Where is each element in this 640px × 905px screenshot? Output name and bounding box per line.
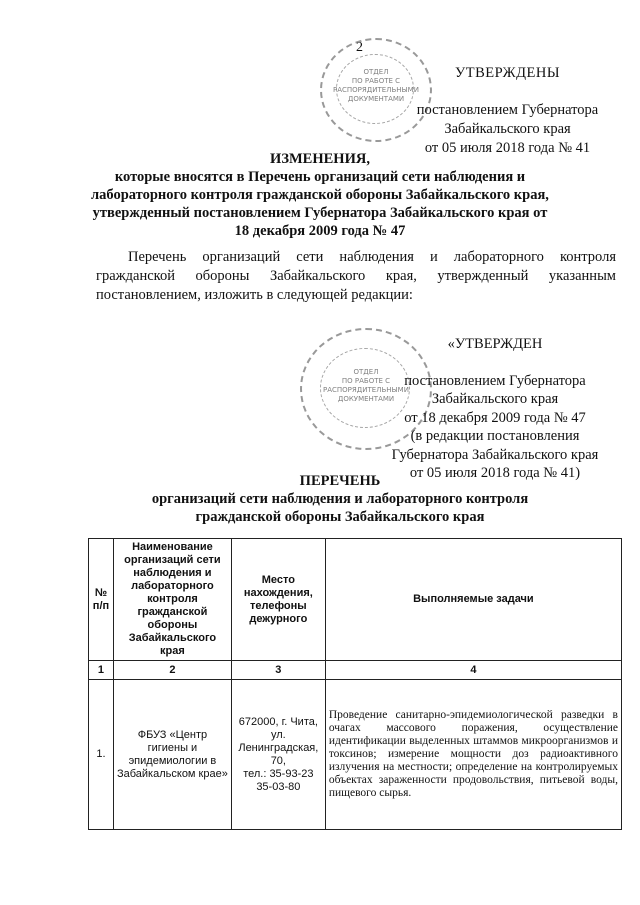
approval-line: от 05 июля 2018 года № 41 [424,140,591,156]
approval-block-top [395,64,620,158]
approval-title: УТВЕРЖДЕНЫ [454,65,561,81]
address: 672000, г. Чита, ул. Ленинградская, 70, [238,715,319,767]
row-number: 1. [89,680,114,830]
approval-line: постановлением Губернатора [416,102,599,118]
stamp-text: ДОКУМЕНТАМИ [347,95,405,103]
column-numbers-row [89,661,622,680]
changes-title [60,150,580,240]
column-number: 3 [231,661,325,680]
phones: тел.: 35-93-23 35-03-80 [243,767,314,793]
changes-title-line: которые вносятся в Перечень организаций сети наблюдения и [114,169,526,185]
list-title-heading: ПЕРЕЧЕНЬ [299,473,381,489]
stamp-text: ДОКУМЕНТАМИ [337,395,395,403]
column-number: 4 [325,661,621,680]
stamp-text: ПО РАБОТЕ С [351,77,401,85]
page-number: 2 [356,40,363,55]
approval-line: (в редакции постановления [410,428,580,444]
changes-title-line: 18 декабря 2009 года № 47 [234,223,406,239]
approval-line: от 18 декабря 2009 года № 47 [404,409,586,426]
body-paragraph [96,248,616,305]
header-cell-number: № п/п [89,539,114,661]
header-cell-tasks: Выполняемые задачи [325,539,621,661]
body-paragraph-text: Перечень организаций сети наблюдения и лабораторного контроля гражданской обороны Забайкальского края, утвержденный указанным постановлением, изложить в следующей редакции: [96,249,616,303]
tasks-cell: Проведение санитарно-эпидемиологической разведки в очагах массового поражения, осуществление идентификации выделенных штаммов микроорганизмов и токсинов; измерение мощности доз радиоактивного излучения на местности; определение на контролируемых объектах зараженности продовольствия, питьевой воды, пищевого сырья. [325,680,621,830]
stamp-text: ОТДЕЛ [353,368,379,376]
organizations-table [88,538,622,830]
approval-title: «УТВЕРЖДЕН [447,336,543,352]
list-title-line: организаций сети наблюдения и лабораторного контроля [151,491,529,507]
approval-line: Забайкальского края [444,121,571,137]
header-cell-name: Наименование организаций сети наблюдения и лабораторного контроля гражданской обороны Забайкальского края [113,539,231,661]
organization-name: ФБУЗ «Центр гигиены и эпидемиологии в Забайкальском крае» [113,680,231,830]
approval-line: от 05 июля 2018 года № 41) [409,465,581,481]
approval-block-second [370,335,620,483]
column-number: 1 [89,661,114,680]
table-header-row [89,539,622,661]
location-cell [231,680,325,830]
approval-line: Губернатора Забайкальского края [391,446,599,463]
changes-title-line: лабораторного контроля гражданской обороны Забайкальского края, [91,187,549,203]
list-title [60,472,620,526]
approval-line: постановлением Губернатора [404,372,586,389]
table-row [89,680,622,830]
changes-title-line: утвержденный постановлением Губернатора Забайкальского края от [92,205,548,221]
header-cell-location: Место нахождения, телефоны дежурного [231,539,325,661]
stamp-text: РАСПОРЯДИТЕЛЬНЫМИ [333,86,419,94]
stamp-text: РАСПОРЯДИТЕЛЬНЫМИ [323,386,409,394]
column-number: 2 [113,661,231,680]
changes-title-heading: ИЗМЕНЕНИЯ, [270,151,370,167]
stamp-text: ПО РАБОТЕ С [341,377,391,385]
stamp-text: ОТДЕЛ [363,68,389,76]
list-title-line: гражданской обороны Забайкальского края [195,509,485,525]
approval-line: Забайкальского края [431,391,559,407]
